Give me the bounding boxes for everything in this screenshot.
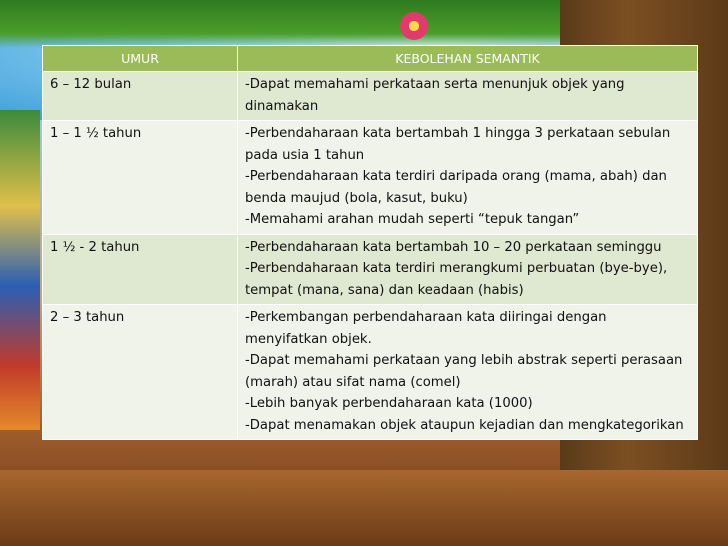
table-row — [43, 305, 698, 440]
ability-line: -Perbendaharaan kata bertambah 10 – 20 perkataan seminggu — [245, 239, 662, 255]
ability-line: -Dapat memahami perkataan yang lebih abstrak seperti perasaan (marah) atau sifat nama (comel) — [245, 353, 683, 390]
ability-line: -Dapat memahami perkataan serta menunjuk objek yang dinamakan — [245, 77, 625, 114]
age-cell: 2 – 3 tahun — [43, 305, 238, 440]
age-cell: 1 ½ - 2 tahun — [43, 234, 238, 305]
table-row — [43, 72, 698, 121]
age-cell: 6 – 12 bulan — [43, 72, 238, 121]
ability-line: -Perbendaharaan kata terdiri merangkumi perbuatan (bye-bye), tempat (mana, sana) dan keadaan (habis) — [245, 261, 668, 298]
semantic-ability-table — [42, 45, 698, 440]
ability-cell — [238, 234, 698, 305]
ability-line: -Lebih banyak perbendaharaan kata (1000) — [245, 396, 533, 411]
header-semantic-ability: KEBOLEHAN SEMANTIK — [238, 46, 698, 72]
ability-line: -Perkembangan perbendaharaan kata diiringai dengan menyifatkan objek. — [245, 310, 607, 347]
ability-line: -Perbendaharaan kata bertambah 1 hingga 3 perkataan sebulan pada usia 1 tahun — [245, 126, 671, 163]
background-floor — [0, 470, 728, 546]
ability-line: -Memahami arahan mudah seperti “tepuk tangan” — [245, 212, 580, 227]
table-header-row — [43, 46, 698, 72]
ability-line: -Dapat menamakan objek ataupun kejadian dan mengkategorikan — [245, 417, 684, 433]
table-row — [43, 234, 698, 305]
table-row — [43, 121, 698, 235]
age-cell: 1 – 1 ½ tahun — [43, 121, 238, 235]
ability-cell — [238, 72, 698, 121]
flower-icon — [400, 12, 428, 40]
background-books — [0, 110, 40, 430]
header-age: UMUR — [43, 46, 238, 72]
ability-line: -Perbendaharaan kata terdiri daripada orang (mama, abah) dan benda maujud (bola, kasut, buku) — [245, 169, 667, 206]
ability-cell — [238, 305, 698, 440]
ability-cell — [238, 121, 698, 235]
